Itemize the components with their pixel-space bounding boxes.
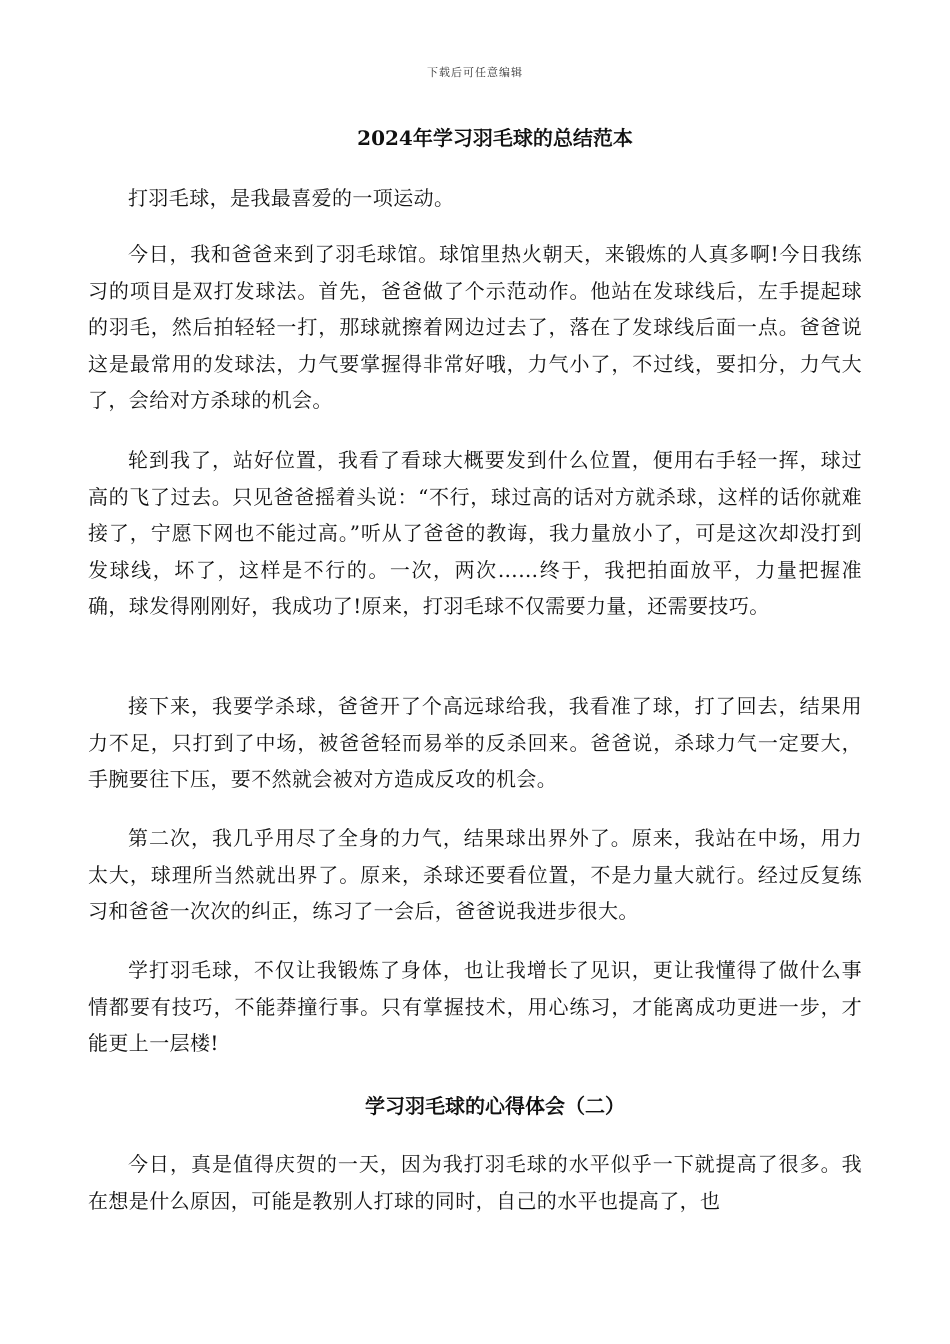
document-title: 2024年学习羽毛球的总结范本 [357,126,633,150]
header-note: 下载后可任意编辑 [427,66,523,79]
paragraph-5: 第二次，我几乎用尽了全身的力气，结果球出界外了。原来，我站在中场，用力太大，球理所当然就出界了。原来，杀球还要看位置，不是力量大就行。经过反复练习和爸爸一次次的纠正，练习了一会后，爸爸说我进步很大。 [88,826,862,923]
paragraph-6: 学打羽毛球，不仅让我锻炼了身体，也让我增长了见识，更让我懂得了做什么事情都要有技巧，不能莽撞行事。只有掌握技术，用心练习，才能离成功更进一步，才能更上一层楼! [88,958,862,1055]
paragraph-1: 打羽毛球，是我最喜爱的一项运动。 [128,186,455,210]
paragraph-2: 今日，我和爸爸来到了羽毛球馆。球馆里热火朝天，来锻炼的人真多啊!今日我练习的项目是双打发球法。首先，爸爸做了个示范动作。他站在发球线后，左手提起球的羽毛，然后拍轻轻一打，那球就擦着网边过去了，落在了发球线后面一点。爸爸说这是最常用的发球法，力气要掌握得非常好哦，力气小了，不过线，要扣分，力气大了，会给对方杀球的机会。 [88,242,862,412]
section-2-paragraph-1: 今日，真是值得庆贺的一天，因为我打羽毛球的水平似乎一下就提高了很多。我在想是什么原因，可能是教别人打球的同时，自己的水平也提高了，也 [88,1152,862,1213]
section-2-title: 学习羽毛球的心得体会（二） [365,1094,625,1118]
paragraph-3: 轮到我了，站好位置，我看了看球大概要发到什么位置，便用右手轻一挥，球过高的飞了过去。只见爸爸摇着头说：“不行，球过高的话对方就杀球，这样的话你就难接了，宁愿下网也不能过高。”听从了爸爸的教诲，我力量放小了，可是这次却没打到发球线，坏了，这样是不行的。一次，两次……终于，我把拍面放平，力量把握准确，球发得刚刚好，我成功了!原来，打羽毛球不仅需要力量，还需要技巧。 [88,448,862,618]
paragraph-4: 接下来，我要学杀球，爸爸开了个高远球给我，我看准了球，打了回去，结果用力不足，只打到了中场，被爸爸轻而易举的反杀回来。爸爸说，杀球力气一定要大，手腕要往下压，要不然就会被对方造成反攻的机会。 [88,694,862,791]
